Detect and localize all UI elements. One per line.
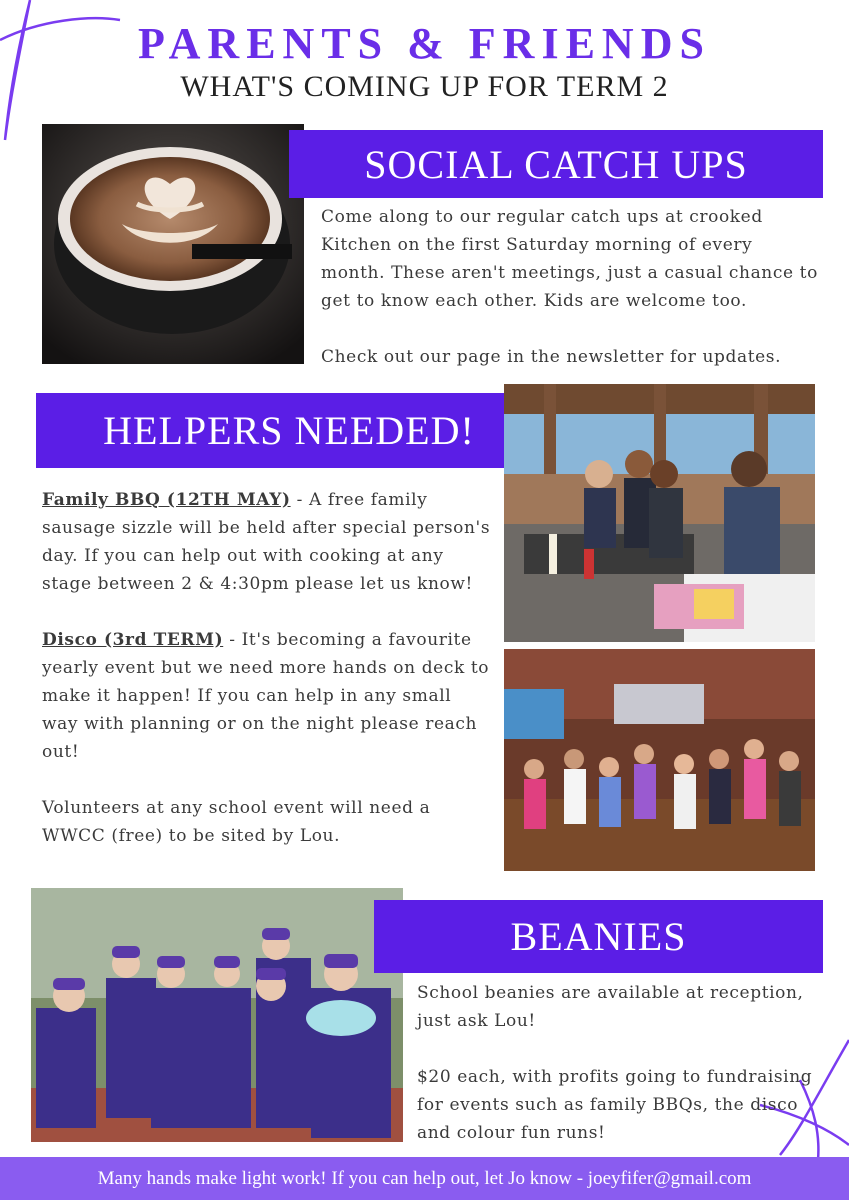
footer-bar [0, 1157, 849, 1200]
bbq-label: Family BBQ (12TH MAY) [42, 490, 291, 510]
social-text [321, 203, 821, 371]
beanies-photo [31, 888, 403, 1142]
disco-paragraph [42, 626, 492, 766]
page-title: PARENTS & FRIENDS [138, 19, 711, 68]
disco-text: - It's becoming a favourite yearly event but we need more hands on deck to make it happen! If you can help in any small way with planning or on the night please reach out! [42, 630, 490, 762]
beanies-paragraph-2: $20 each, with profits going to fundraising for events such as family BBQs, the disco and colour fun runs! [417, 1067, 813, 1143]
social-heading: SOCIAL CATCH UPS [364, 141, 748, 187]
coffee-photo [42, 124, 304, 364]
beanies-paragraph-1: School beanies are available at reception, just ask Lou! [417, 983, 804, 1031]
social-paragraph-2: Check out our page in the newsletter for updates. [321, 347, 782, 367]
bbq-paragraph [42, 486, 492, 598]
beanies-heading: BEANIES [510, 914, 687, 959]
disco-label: Disco (3rd TERM) [42, 630, 224, 650]
bbq-photo [504, 384, 815, 642]
page-subtitle: WHAT'S COMING UP FOR TERM 2 [180, 70, 669, 103]
disco-photo [504, 649, 815, 871]
helpers-heading: HELPERS NEEDED! [103, 408, 475, 453]
beanies-text [417, 979, 817, 1147]
social-catch-ups-banner [289, 130, 823, 198]
helpers-needed-banner [36, 393, 542, 468]
bbq-text: - A free family sausage sizzle will be held after special person's day. If you can help out with cooking at any stage between 2 & 4:30pm please let us know! [42, 490, 491, 594]
footer-text: Many hands make light work! If you can help out, let Jo know - joeyfifer@gmail.com [97, 1167, 752, 1189]
beanies-banner [374, 900, 823, 973]
social-paragraph-1: Come along to our regular catch ups at crooked Kitchen on the first Saturday morning of every month. These aren't meetings, just a casual chance to get to know each other. Kids are welcome too. [321, 207, 818, 311]
helpers-text [42, 486, 492, 850]
volunteers-paragraph: Volunteers at any school event will need a WWCC (free) to be sited by Lou. [42, 798, 431, 846]
